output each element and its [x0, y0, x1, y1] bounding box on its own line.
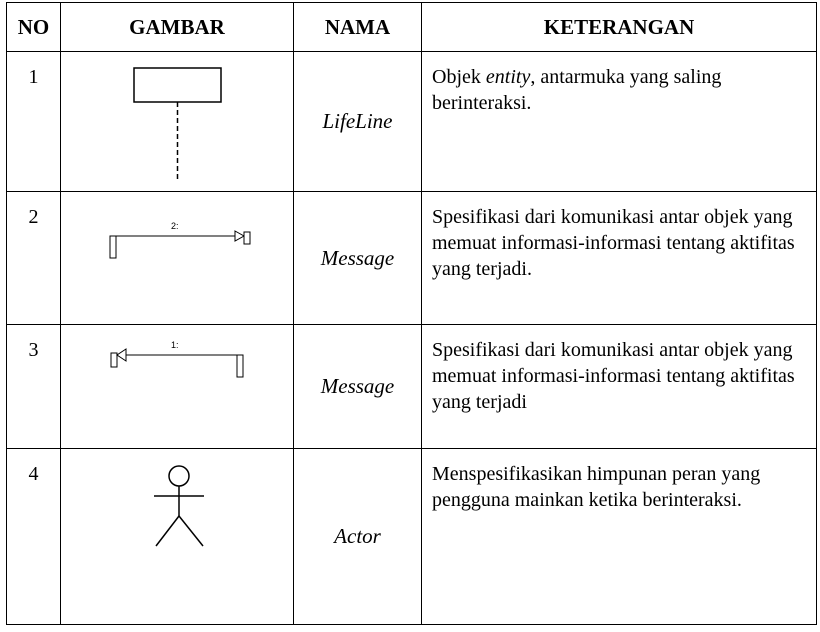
row-description: Objek entity, antarmuka yang saling berinteraksi. — [422, 52, 817, 192]
table-row — [7, 325, 817, 449]
row-image — [61, 52, 294, 192]
row-image — [61, 449, 294, 625]
row-description: Spesifikasi dari komunikasi antar objek yang memuat informasi-informasi tentang aktifitas yang terjadi — [422, 325, 817, 449]
message-left-icon — [61, 325, 294, 447]
row-number: 4 — [7, 449, 61, 625]
table-row — [7, 449, 817, 625]
actor-icon — [61, 449, 294, 623]
row-description: Menspesifikasikan himpunan peran yang pengguna mainkan ketika berinteraksi. — [422, 449, 817, 625]
row-number: 1 — [7, 52, 61, 192]
row-number: 2 — [7, 192, 61, 325]
message-right-icon — [61, 192, 294, 323]
header-nama: NAMA — [294, 3, 422, 52]
row-name: Message — [294, 325, 422, 449]
table-row — [7, 192, 817, 325]
header-no: NO — [7, 3, 61, 52]
row-name: Message — [294, 192, 422, 325]
lifeline-icon — [61, 52, 294, 190]
message-number-label: 2: — [171, 221, 179, 231]
table-row — [7, 52, 817, 192]
header-row — [7, 3, 817, 52]
row-image — [61, 192, 294, 325]
row-image — [61, 325, 294, 449]
header-keterangan: KETERANGAN — [422, 3, 817, 52]
row-name: LifeLine — [294, 52, 422, 192]
row-name: Actor — [294, 449, 422, 625]
row-number: 3 — [7, 325, 61, 449]
uml-notation-table — [6, 2, 817, 625]
header-gambar: GAMBAR — [61, 3, 294, 52]
row-description: Spesifikasi dari komunikasi antar objek yang memuat informasi-informasi tentang aktifitas yang terjadi. — [422, 192, 817, 325]
message-number-label: 1: — [171, 340, 179, 350]
